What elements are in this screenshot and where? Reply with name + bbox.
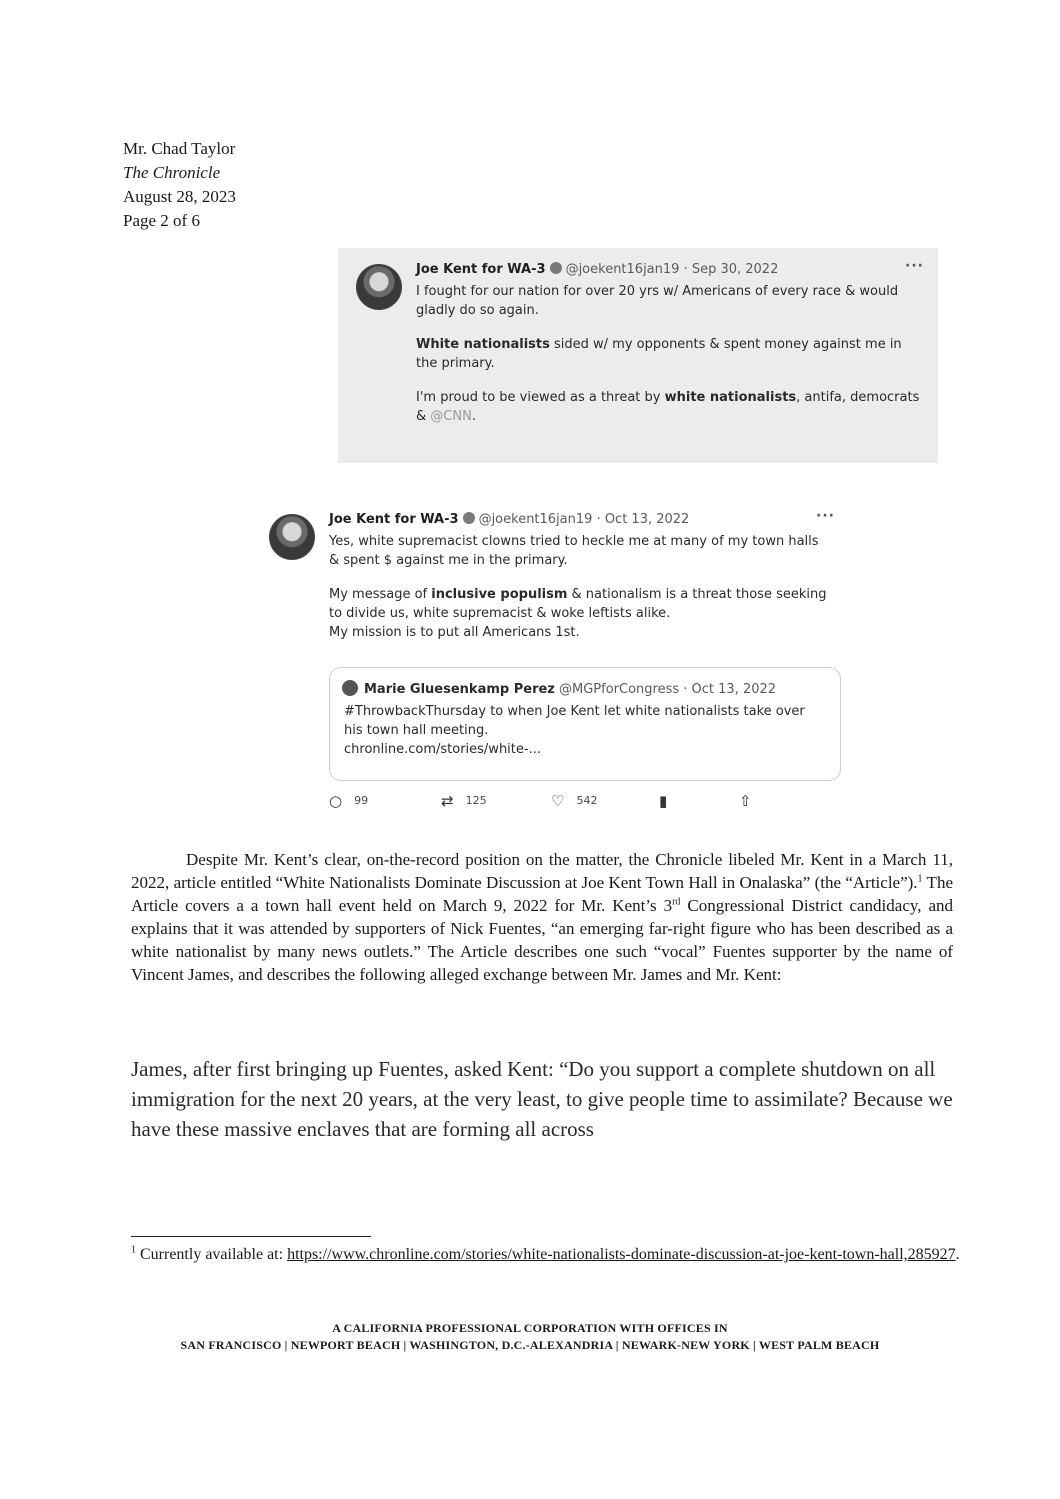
tweet-sep-30 xyxy=(338,248,938,463)
footnote xyxy=(131,1244,961,1266)
footnote-link[interactable]: https://www.chronline.com/stories/white-nationalists-dominate-discussion-at-joe-kent-town-hall,285927 xyxy=(287,1246,956,1263)
footnote-end: . xyxy=(955,1246,960,1263)
repost-count: 125 xyxy=(465,794,487,807)
quoted-tweet xyxy=(329,667,841,781)
recipient-name: Mr. Chad Taylor xyxy=(123,139,236,158)
paragraph-part: The Article covers a a town hall event held on March 9, 2022 for Mr. Kent’s 3 xyxy=(131,873,953,915)
more-options-icon: ··· xyxy=(816,508,835,524)
quoted-tweet-body xyxy=(344,702,824,759)
tweet-oct-13 xyxy=(255,500,855,830)
tweet-text: sided w/ my opponents & spent money against me in the primary. xyxy=(416,337,902,371)
tweet-text: & nationalism is a threat those seeking to divide us, white supremacist & woke leftists alike. xyxy=(329,587,827,621)
tweet-author-name: Joe Kent for WA-3 xyxy=(329,512,459,527)
quoted-author-name: Marie Gluesenkamp Perez xyxy=(364,682,555,697)
bar-chart-icon: ▮ xyxy=(659,792,668,810)
footer-offices: SAN FRANCISCO | NEWPORT BEACH | WASHINGTON, D.C.-ALEXANDRIA | NEWARK-NEW YORK | WEST PALM BEACH xyxy=(180,1338,880,1352)
footnote-text: Currently available at: xyxy=(136,1246,288,1263)
tweet-text: My mission is to put all Americans 1st. xyxy=(329,625,580,640)
verified-badge-icon xyxy=(463,512,475,524)
reply-action xyxy=(329,792,368,810)
verified-badge-icon xyxy=(550,262,562,274)
tweet-handle-date: @joekent16jan19 · Oct 13, 2022 xyxy=(478,512,690,527)
tweet-author-name: Joe Kent for WA-3 xyxy=(416,262,546,277)
footer-line: A CALIFORNIA PROFESSIONAL CORPORATION WITH OFFICES IN xyxy=(332,1321,728,1335)
publication-name: The Chronicle xyxy=(123,163,221,182)
reply-icon: ○ xyxy=(329,792,343,810)
tweet-header xyxy=(329,512,689,527)
tweet-paragraph xyxy=(416,335,926,373)
quoted-text: #ThrowbackThursday to when Joe Kent let white nationalists take over his town hall meeting. xyxy=(344,704,805,738)
like-action xyxy=(551,792,597,810)
tweet-body xyxy=(416,282,926,441)
tweet-handle-date: @joekent16jan19 · Sep 30, 2022 xyxy=(565,262,779,277)
tweet-header xyxy=(416,262,778,277)
bold-term: white nationalists xyxy=(664,390,797,405)
body-paragraph xyxy=(131,848,953,986)
tweet-paragraph: Yes, white supremacist clowns tried to heckle me at many of my town halls & spent $ against me in the primary. xyxy=(329,534,819,568)
heart-icon: ♡ xyxy=(551,792,565,810)
tweet-text: . xyxy=(471,409,476,424)
letterhead-footer xyxy=(0,1320,1060,1354)
bold-term: White nationalists xyxy=(416,337,550,352)
paragraph-part: Congressional District candidacy, and explains that it was attended by supporters of Nick Fuentes, “an emerging far-right figure who has been described as a white nationalist by many news outlets.” The Article describes one such “vocal” Fuentes supporter by the name of Vincent James, and describes the following alleged exchange between Mr. James and Mr. Kent: xyxy=(131,896,953,984)
share-icon: ⇧ xyxy=(739,792,752,810)
avatar xyxy=(269,514,315,560)
avatar xyxy=(356,264,402,310)
quoted-link: chronline.com/stories/white-... xyxy=(344,742,541,757)
tweet-actions xyxy=(329,792,789,812)
mention-link: @CNN xyxy=(430,409,472,424)
paragraph-part: Despite Mr. Kent’s clear, on-the-record position on the matter, the Chronicle libeled Mr. Kent in a March 11, 2022, article entitled “White Nationalists Dominate Discussion at Joe Kent Town Hall in Onalaska” (the “Article”). xyxy=(131,850,953,892)
page-number: Page 2 of 6 xyxy=(123,211,200,230)
letter-date: August 28, 2023 xyxy=(123,187,236,206)
quoted-avatar-icon xyxy=(342,680,358,696)
footnote-ref: 1 xyxy=(917,873,923,885)
reply-count: 99 xyxy=(354,794,369,807)
views-action xyxy=(659,792,679,810)
repost-icon: ⇄ xyxy=(441,792,454,810)
tweet-paragraph xyxy=(416,388,926,426)
paragraph-text xyxy=(131,848,953,986)
letter-header xyxy=(123,137,236,233)
tweet-text: My message of xyxy=(329,587,432,602)
article-quote: James, after first bringing up Fuentes, asked Kent: “Do you support a complete shutdown on all immigration for the next 20 years, at the very least, to give people time to assimilate? Because we have these massive enclaves that are forming all across xyxy=(131,1057,953,1141)
footnote-divider xyxy=(131,1236,371,1237)
quoted-tweet-header xyxy=(342,680,776,699)
tweet-body xyxy=(329,532,829,657)
tweet-text: , antifa, democrats & xyxy=(416,390,920,424)
tweet-paragraph xyxy=(329,585,829,642)
like-count: 542 xyxy=(576,794,598,807)
bold-term: inclusive populism xyxy=(431,587,568,602)
repost-action xyxy=(441,792,487,810)
quoted-handle-date: @MGPforCongress · Oct 13, 2022 xyxy=(559,682,777,697)
share-action xyxy=(739,792,764,810)
more-options-icon: ··· xyxy=(905,258,924,274)
tweet-paragraph: I fought for our nation for over 20 yrs w/ Americans of every race & would gladly do so again. xyxy=(416,284,899,318)
tweet-text: I'm proud to be viewed as a threat by xyxy=(416,390,665,405)
ordinal-suffix: rd xyxy=(672,896,681,908)
footnote-number: 1 xyxy=(131,1244,136,1256)
